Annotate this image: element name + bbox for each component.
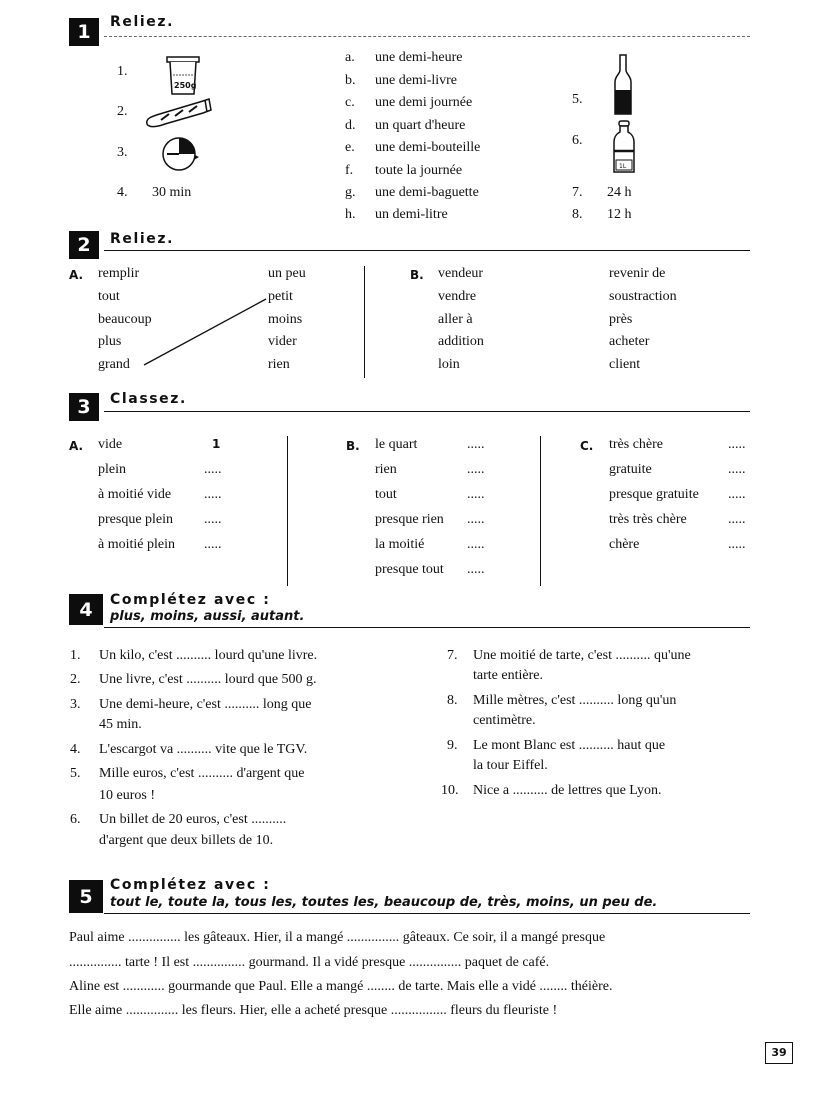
sentence: L'escargot va .......... vite que le TGV. xyxy=(99,742,308,757)
word: revenir de xyxy=(609,266,666,281)
sentence: 10 euros ! xyxy=(99,788,155,803)
item-text: vide xyxy=(98,437,123,452)
choice-text: une demi journée xyxy=(375,95,473,110)
item-number: 9. xyxy=(447,738,458,753)
wine-bottle-icon xyxy=(613,54,633,121)
paragraph-line: Aline est ............ gourmande que Paul. Elle a mangé ........ de tarte. Mais elle a vidé ........ théière. xyxy=(69,979,613,994)
answer-blank[interactable]: ..... xyxy=(204,512,222,527)
item-text: plein xyxy=(98,462,126,477)
choice-text: une demi-heure xyxy=(375,50,463,65)
choice-letter: f. xyxy=(345,163,354,178)
exercise-number-badge: 2 xyxy=(69,231,99,259)
paragraph-line: Paul aime ............... les gâteaux. Hier, il a mangé ............... gâteaux. Ce soir, il a mangé presque xyxy=(69,930,606,945)
exercise-subtitle: plus, moins, aussi, autant. xyxy=(110,609,305,624)
group-label: A. xyxy=(69,439,84,453)
sentence: centimètre. xyxy=(473,713,536,728)
item-number: 5. xyxy=(70,766,81,781)
answer-blank[interactable]: ..... xyxy=(204,537,222,552)
item-text: à moitié vide xyxy=(98,487,172,502)
word: grand xyxy=(98,357,130,372)
answer-blank[interactable]: ..... xyxy=(467,512,485,527)
answer-blank[interactable]: ..... xyxy=(728,512,746,527)
answer-blank[interactable]: ..... xyxy=(204,487,222,502)
answer-blank[interactable]: ..... xyxy=(728,437,746,452)
column-divider xyxy=(364,266,365,378)
choice-letter: c. xyxy=(345,95,355,110)
sentence: Nice a .......... de lettres que Lyon. xyxy=(473,783,662,798)
item-text: à moitié plein xyxy=(98,537,175,552)
column-divider xyxy=(287,436,288,586)
choice-letter: b. xyxy=(345,73,356,88)
item-number: 3. xyxy=(70,697,81,712)
pot-label: 250g xyxy=(174,81,197,90)
item-text: rien xyxy=(375,462,397,477)
choice-letter: h. xyxy=(345,207,356,222)
exercise-title: Complétez avec : xyxy=(110,877,271,893)
sentence: Le mont Blanc est .......... haut que xyxy=(473,738,666,753)
exercise-number-badge: 4 xyxy=(69,594,103,625)
item-number: 1. xyxy=(117,64,128,79)
example-connecting-line xyxy=(140,295,270,370)
word: un peu xyxy=(268,266,306,281)
item-text: chère xyxy=(609,537,640,552)
paragraph-line: Elle aime ............... les fleurs. Hier, elle a acheté presque ................ fleurs du fleuriste ! xyxy=(69,1003,558,1018)
item-number: 7. xyxy=(572,185,583,200)
choice-letter: a. xyxy=(345,50,355,65)
item-number: 5. xyxy=(572,92,583,107)
choice-text: une demi-livre xyxy=(375,73,458,88)
exercise-subtitle: tout le, toute la, tous les, toutes les, beaucoup de, très, moins, un peu de. xyxy=(110,895,658,910)
title-rule xyxy=(104,250,750,251)
item-answer: 1 xyxy=(212,437,221,451)
title-rule xyxy=(104,411,750,412)
answer-blank[interactable]: ..... xyxy=(467,537,485,552)
word: beaucoup xyxy=(98,312,152,327)
word: plus xyxy=(98,334,122,349)
choice-text: toute la journée xyxy=(375,163,463,178)
item-number: 4. xyxy=(117,185,128,200)
item-number: 8. xyxy=(447,693,458,708)
exercise-title: Reliez. xyxy=(110,14,175,30)
answer-blank[interactable]: ..... xyxy=(728,537,746,552)
sentence: 45 min. xyxy=(99,717,142,732)
item-number: 4. xyxy=(70,742,81,757)
word: aller à xyxy=(438,312,473,327)
bottle-label: 1L xyxy=(619,163,627,170)
item-text: très très chère xyxy=(609,512,687,527)
answer-blank[interactable]: ..... xyxy=(467,487,485,502)
group-label: B. xyxy=(346,439,360,453)
sentence: Un kilo, c'est .......... lourd qu'une livre. xyxy=(99,648,318,663)
word: vider xyxy=(268,334,297,349)
baguette-icon xyxy=(143,96,215,135)
clock-quarter-icon xyxy=(161,135,203,178)
word: soustraction xyxy=(609,289,677,304)
sentence: d'argent que deux billets de 10. xyxy=(99,833,274,848)
yogurt-pot-250g-icon xyxy=(166,56,200,101)
exercise-title: Reliez. xyxy=(110,231,175,247)
title-rule xyxy=(104,627,750,628)
word: loin xyxy=(438,357,460,372)
choice-text: un demi-litre xyxy=(375,207,448,222)
title-rule xyxy=(104,36,750,37)
answer-blank[interactable]: ..... xyxy=(467,437,485,452)
item-number: 2. xyxy=(117,104,128,119)
column-divider xyxy=(540,436,541,586)
item-text: la moitié xyxy=(375,537,425,552)
water-bottle-1l-icon xyxy=(612,120,636,179)
item-text: le quart xyxy=(375,437,418,452)
group-label: B. xyxy=(410,268,424,282)
page-number: 39 xyxy=(765,1042,793,1064)
item-text: tout xyxy=(375,487,397,502)
choice-text: un quart d'heure xyxy=(375,118,466,133)
item-text: presque rien xyxy=(375,512,444,527)
sentence: tarte entière. xyxy=(473,668,543,683)
answer-blank[interactable]: ..... xyxy=(467,462,485,477)
exercise-number-badge: 3 xyxy=(69,393,99,421)
item-number: 3. xyxy=(117,145,128,160)
title-rule xyxy=(104,913,750,914)
sentence: Mille euros, c'est .......... d'argent que xyxy=(99,766,305,781)
item-text: gratuite xyxy=(609,462,652,477)
group-label: C. xyxy=(580,439,594,453)
answer-blank[interactable]: ..... xyxy=(204,462,222,477)
sentence: Un billet de 20 euros, c'est .......... xyxy=(99,812,287,827)
item-number: 8. xyxy=(572,207,583,222)
exercise-title: Classez. xyxy=(110,391,187,407)
sentence: Une moitié de tarte, c'est .......... qu'une xyxy=(473,648,691,663)
item-text: 30 min xyxy=(152,185,192,200)
item-text: presque gratuite xyxy=(609,487,699,502)
choice-letter: e. xyxy=(345,140,355,155)
choice-letter: g. xyxy=(345,185,356,200)
word: moins xyxy=(268,312,303,327)
item-text: presque tout xyxy=(375,562,444,577)
word: vendre xyxy=(438,289,477,304)
group-label: A. xyxy=(69,268,84,282)
item-number: 2. xyxy=(70,672,81,687)
item-text: 12 h xyxy=(607,207,632,222)
word: tout xyxy=(98,289,120,304)
item-text: presque plein xyxy=(98,512,174,527)
word: client xyxy=(609,357,641,372)
choice-text: une demi-bouteille xyxy=(375,140,481,155)
sentence: la tour Eiffel. xyxy=(473,758,548,773)
sentence: Une livre, c'est .......... lourd que 500 g. xyxy=(99,672,317,687)
word: addition xyxy=(438,334,484,349)
paragraph-line: ............... tarte ! Il est ............... gourmand. Il a vidé presque ............... paquet de café. xyxy=(69,955,550,970)
word: remplir xyxy=(98,266,140,281)
answer-blank[interactable]: ..... xyxy=(467,562,485,577)
item-number: 6. xyxy=(70,812,81,827)
choice-text: une demi-baguette xyxy=(375,185,479,200)
word: rien xyxy=(268,357,290,372)
item-number: 1. xyxy=(70,648,81,663)
sentence: Une demi-heure, c'est .......... long que xyxy=(99,697,312,712)
item-number: 7. xyxy=(447,648,458,663)
item-number: 6. xyxy=(572,133,583,148)
exercise-number-badge: 5 xyxy=(69,880,103,913)
exercise-number-badge: 1 xyxy=(69,18,99,46)
sentence: Mille mètres, c'est .......... long qu'un xyxy=(473,693,677,708)
answer-blank[interactable]: ..... xyxy=(728,487,746,502)
choice-letter: d. xyxy=(345,118,356,133)
word: vendeur xyxy=(438,266,484,281)
answer-blank[interactable]: ..... xyxy=(728,462,746,477)
word: petit xyxy=(268,289,293,304)
exercise-title: Complétez avec : xyxy=(110,592,271,608)
item-text: très chère xyxy=(609,437,664,452)
item-text: 24 h xyxy=(607,185,632,200)
word: acheter xyxy=(609,334,650,349)
word: près xyxy=(609,312,633,327)
item-number: 10. xyxy=(441,783,459,798)
